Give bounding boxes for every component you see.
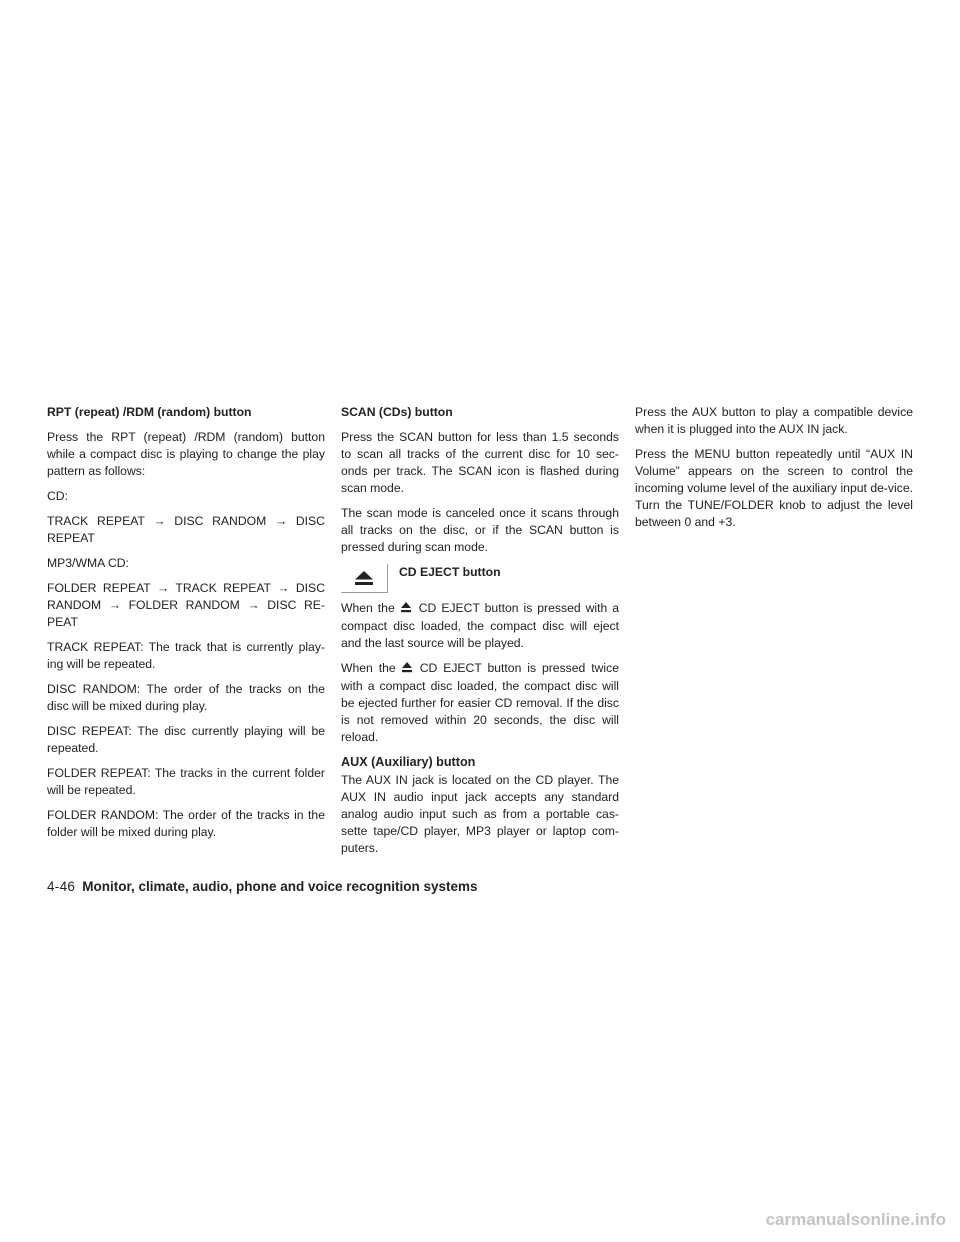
folder-repeat-desc: FOLDER REPEAT: The tracks in the current folder will be repeated. (47, 766, 325, 797)
mp3-sequence: FOLDER REPEAT → TRACK REPEAT → DISC RANDOM → FOLDER RANDOM → DISC RE-PEAT (47, 581, 325, 629)
track-repeat-desc: TRACK REPEAT: The track that is currently play-ing will be repeated. (47, 640, 325, 671)
column-left (47, 404, 325, 849)
page-number: 4-46 (47, 879, 76, 894)
eject-icon (400, 601, 412, 618)
eject-p2-lead: When the (341, 661, 396, 675)
eject-icon (353, 570, 375, 586)
disc-repeat-desc: DISC REPEAT: The disc currently playing will be repeated. (47, 724, 325, 755)
aux-paragraph-2: Press the AUX button to play a compatible device when it is plugged into the AUX IN jack. (635, 405, 913, 436)
cd-sequence: TRACK REPEAT → DISC RANDOM → DISC REPEAT (47, 514, 325, 545)
eject-paragraph-2 (341, 660, 619, 746)
scan-paragraph-1: Press the SCAN button for less than 1.5 seconds to scan all tracks of the current disc for 10 sec-onds per track. The SCAN icon is flashed during scan mode. (341, 430, 619, 495)
rpt-rdm-heading: RPT (repeat) /RDM (random) button (47, 405, 252, 419)
mp3-label: MP3/WMA CD: (47, 556, 129, 570)
column-middle (341, 404, 619, 865)
section-title: Monitor, climate, audio, phone and voice recognition systems (82, 879, 478, 894)
eject-paragraph-1 (341, 600, 619, 652)
rpt-intro: Press the RPT (repeat) /RDM (random) button while a compact disc is playing to change the play pattern as follows: (47, 430, 325, 478)
cd-label: CD: (47, 489, 68, 503)
aux-paragraph-3: Press the MENU button repeatedly until “AUX IN Volume” appears on the screen to control the incoming volume level of the auxiliary input de-vice. Turn the TUNE/FOLDER knob to adjust the level between 0 and +3. (635, 447, 913, 529)
aux-paragraph-1: The AUX IN jack is located on the CD player. The AUX IN audio input jack accepts any standard analog audio input such as from a portable cas-sette tape/CD player, MP3 player or laptop com-puters. (341, 773, 619, 855)
eject-icon-box (341, 564, 388, 593)
eject-p1-text: CD EJECT button is pressed with a compact disc loaded, the compact disc will eject and the last source will be played. (341, 601, 619, 650)
column-right (635, 404, 913, 539)
page-footer (47, 879, 478, 894)
eject-p1-lead: When the (341, 601, 395, 615)
eject-p2-text: CD EJECT button is pressed twice with a compact disc loaded, the compact disc will be ejected further for easier CD removal. If the disc is not removed within 20 seconds, the disc will reload. (341, 661, 619, 744)
folder-random-desc: FOLDER RANDOM: The order of the tracks in the folder will be mixed during play. (47, 808, 325, 839)
eject-heading: CD EJECT button (399, 565, 501, 579)
disc-random-desc: DISC RANDOM: The order of the tracks on the disc will be mixed during play. (47, 682, 325, 713)
aux-heading: AUX (Auxiliary) button (341, 755, 476, 769)
eject-icon (401, 661, 413, 678)
watermark: carmanualsonline.info (765, 1210, 946, 1229)
eject-heading-row (341, 564, 619, 593)
scan-paragraph-2: The scan mode is canceled once it scans through all tracks on the disc, or if the SCAN button is pressed during scan mode. (341, 506, 619, 554)
scan-heading: SCAN (CDs) button (341, 405, 453, 419)
